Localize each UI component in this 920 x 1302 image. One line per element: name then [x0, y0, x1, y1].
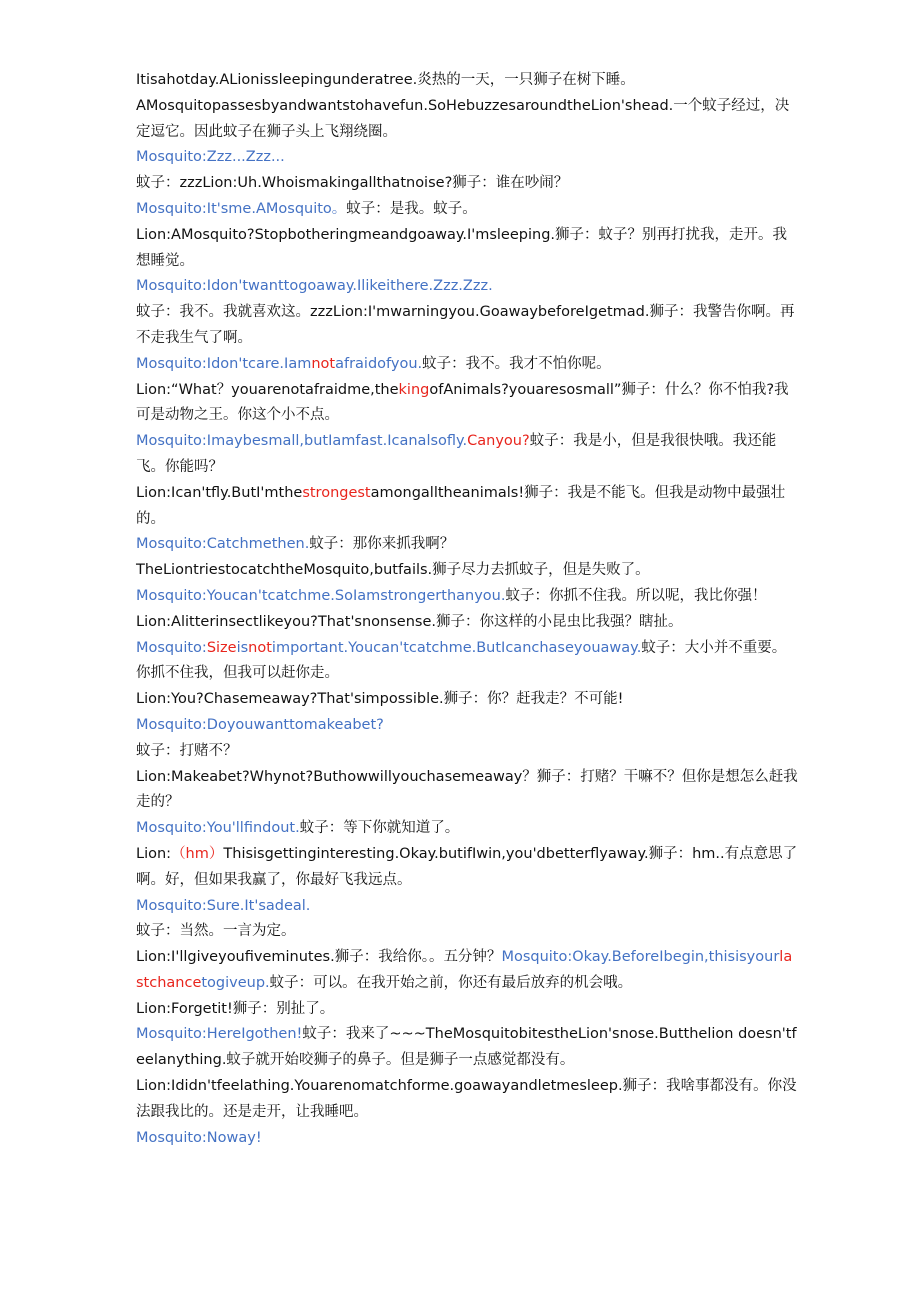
- text-segment: Mosquito:Okay.BeforeIbegin,thisisyour: [501, 949, 780, 966]
- text-segment: Lion:I'llgiveyoufiveminutes.狮子：我给你。。五分钟？: [136, 949, 502, 966]
- text-segment: TheLiontriestocatchtheMosquito,butfails.狮子尽力去抓蚊子，但是失败了。: [136, 562, 650, 579]
- text-segment: not: [311, 355, 336, 372]
- text-segment: Mosquito:: [136, 639, 207, 656]
- dialogue-line: [136, 997, 798, 1023]
- dialogue-line: [136, 94, 798, 146]
- dialogue-line: [136, 223, 798, 275]
- dialogue-line: [136, 894, 798, 920]
- text-segment: Mosquito:Youcan'tcatchme.SoIamstrongerthanyou.: [136, 587, 506, 604]
- dialogue-line: [136, 532, 798, 558]
- dialogue-line: [136, 429, 798, 481]
- dialogue-line: [136, 816, 798, 842]
- text-segment: 蚊子：那你来抓我啊？: [309, 536, 455, 553]
- dialogue-line: [136, 274, 798, 300]
- dialogue-line: [136, 584, 798, 610]
- dialogue-line: [136, 919, 798, 945]
- text-segment: Mosquito:Imaybesmall,butIamfast.Icanalsofly.: [136, 433, 468, 450]
- text-segment: 蚊子：我不。我就喜欢这。zzzLion:I'mwarningyou.GoawaybeforeIgetmad.狮子：我警告你啊。再不走我生气了啊。: [136, 304, 795, 346]
- dialogue-line: [136, 713, 798, 739]
- text-segment: 蚊子：等下你就知道了。: [299, 820, 460, 837]
- dialogue-line: [136, 610, 798, 636]
- dialogue-line: [136, 197, 798, 223]
- text-segment: togiveup.: [201, 974, 270, 991]
- dialogue-line: [136, 481, 798, 533]
- text-segment: amongalltheanimals!狮子：我是不能飞。但我是动物中最强壮的。: [136, 484, 786, 527]
- text-segment: Mosquito:Doyouwanttomakeabet?: [136, 716, 384, 733]
- dialogue-line: [136, 636, 798, 688]
- dialogue-line: [136, 687, 798, 713]
- text-segment: Mosquito:HereIgothen!: [136, 1026, 303, 1043]
- text-segment: Thisisgettinginteresting.Okay.butifIwin,you'dbetterflyaway.狮子：hm..有点意思了啊。好，但如果我赢了，你最好飞我远点。: [136, 845, 798, 888]
- text-segment: （hm）: [171, 845, 224, 862]
- text-segment: Lion:: [136, 845, 172, 862]
- document-body: [136, 68, 798, 1151]
- text-segment: 蚊子：你抓不住我。所以呢，我比你强！: [505, 587, 767, 604]
- text-segment: AMosquitopassesbyandwantstohavefun.SoHebuzzesaroundtheLion'shead.一个蚊子经过，决定逗它。因此蚊子在狮子头上飞翔绕圈。: [136, 97, 790, 140]
- text-segment: 蚊子：我不。我才不怕你呢。: [422, 355, 611, 372]
- text-segment: Mosquito:Noway!: [136, 1129, 262, 1146]
- text-segment: 蚊子：我是小，但是我很快哦。我还能飞。你能吗？: [136, 433, 777, 475]
- text-segment: king: [398, 381, 430, 398]
- text-segment: Lion:Alitterinsectlikeyou?That'snonsense.狮子：你这样的小昆虫比我强？瞎扯。: [136, 613, 683, 630]
- text-segment: Lion:Ican'tfly.ButI'mthe: [136, 484, 303, 501]
- text-segment: 蚊子：可以。在我开始之前，你还有最后放弃的机会哦。: [269, 974, 633, 991]
- dialogue-line: [136, 1022, 798, 1074]
- text-segment: Canyou?: [467, 433, 530, 450]
- dialogue-line: [136, 68, 798, 94]
- text-segment: important.Youcan'tcatchme.ButIcanchaseyouaway.: [271, 639, 642, 656]
- text-segment: 蚊子：当然。一言为定。: [136, 923, 296, 940]
- text-segment: Lion:You?Chasemeaway?That'simpossible.狮子：你？赶我走？不可能!: [136, 691, 624, 708]
- text-segment: Mosquito:Sure.It'sadeal.: [136, 897, 311, 914]
- dialogue-line: [136, 945, 798, 997]
- text-segment: ofAnimals?youaresosmall”狮子：什么？你不怕我?我可是动物之王。你这个小不点。: [136, 381, 789, 424]
- text-segment: lastchance: [136, 949, 793, 991]
- dialogue-line: [136, 378, 798, 430]
- text-segment: Mosquito:You'llfindout.: [136, 820, 300, 837]
- text-segment: afraidofyou.: [335, 355, 423, 372]
- dialogue-line: [136, 300, 798, 352]
- text-segment: Lion:Makeabet?Whynot?Buthowwillyouchasemeaway？狮子：打赌？干嘛不？但你是想怎么赶我走的？: [136, 768, 798, 811]
- text-segment: Mosquito:Idon'twanttogoaway.Ilikeithere.Zzz.Zzz.: [136, 278, 493, 295]
- dialogue-line: [136, 352, 798, 378]
- dialogue-line: [136, 1126, 798, 1152]
- text-segment: Lion:AMosquito?Stopbotheringmeandgoaway.I'msleeping.狮子：蚊子？别再打扰我，走开。我想睡觉。: [136, 226, 788, 269]
- text-segment: Mosquito:It'sme.AMosquito。: [136, 200, 347, 217]
- text-segment: strongest: [302, 484, 371, 501]
- dialogue-line: [136, 1074, 798, 1126]
- text-segment: Lion:Ididn'tfeelathing.Youarenomatchforme.goawayandletmesleep.狮子：我啥事都没有。你没法跟我比的。还是走开，让我睡吧。: [136, 1078, 797, 1120]
- text-segment: Mosquito:Zzz...Zzz...: [136, 149, 285, 166]
- dialogue-line: [136, 171, 798, 197]
- text-segment: 蚊子：打赌不？: [136, 742, 238, 759]
- text-segment: 蚊子：我来了~~~TheMosquitobitestheLion'snose.Butthelion doesn'tfeelanything.蚊子就开始咬狮子的鼻子。但是狮子一点感觉都没有。: [136, 1026, 797, 1069]
- text-segment: Itisahotday.ALionissleepingunderatree.炎热的一天，一只狮子在树下睡。: [136, 72, 635, 88]
- text-segment: 蚊子：zzzLion:Uh.Whoismakingallthatnoise?狮子：谁在吵闹？: [136, 175, 569, 192]
- dialogue-line: [136, 842, 798, 894]
- dialogue-line: [136, 558, 798, 584]
- text-segment: Lion:Forgetit!狮子：别扯了。: [136, 1000, 335, 1017]
- dialogue-line: [136, 765, 798, 817]
- text-segment: Mosquito:Idon'tcare.Iam: [136, 355, 312, 372]
- text-segment: not: [248, 639, 272, 656]
- text-segment: 蚊子：大小并不重要。你抓不住我，但我可以赶你走。: [136, 639, 787, 682]
- text-segment: 蚊子：是我。蚊子。: [346, 200, 477, 217]
- text-segment: Lion:“What？youarenotafraidme,the: [136, 381, 399, 398]
- dialogue-line: [136, 145, 798, 171]
- text-segment: is: [236, 639, 249, 656]
- dialogue-line: [136, 739, 798, 765]
- text-segment: Size: [206, 639, 237, 656]
- text-segment: Mosquito:Catchmethen.: [136, 536, 310, 553]
